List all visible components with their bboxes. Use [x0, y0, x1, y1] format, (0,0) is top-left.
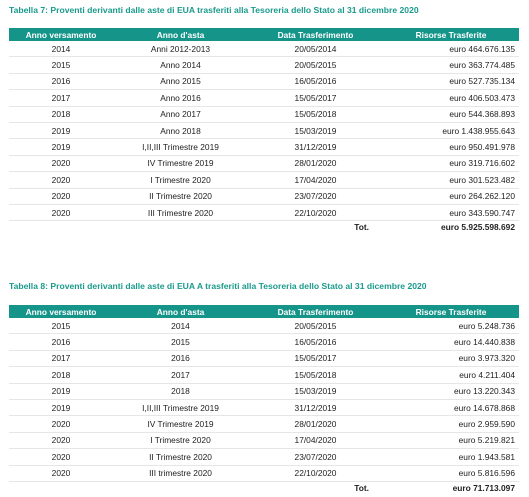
total-spacer — [113, 481, 248, 494]
table-cell: Anno 2017 — [113, 106, 248, 122]
table-7 — [9, 28, 519, 233]
table-cell: 2018 — [9, 106, 113, 122]
table-cell: 2020 — [9, 155, 113, 171]
table-row — [9, 416, 519, 432]
table-7-caption: Tabella 7: Proventi derivanti dalle aste di EUA trasferiti alla Tesoreria dello Stato al 31 dicembre 2020 — [9, 5, 419, 15]
column-header: Data Trasferimento — [248, 305, 383, 318]
table-cell: 28/01/2020 — [248, 155, 383, 171]
table-cell: 2014 — [9, 41, 113, 57]
total-label: Tot. — [248, 221, 383, 234]
table-cell: IV Trimestre 2019 — [113, 416, 248, 432]
table-row — [9, 449, 519, 465]
total-value: euro 71.713.097 — [383, 481, 519, 494]
table-8-caption: Tabella 8: Proventi derivanti dalle aste di EUA A trasferiti alla Tesoreria dello Stato al 31 dicembre 2020 — [9, 281, 427, 291]
table-cell: I,II,III Trimestre 2019 — [113, 399, 248, 415]
column-header: Anno d'asta — [113, 305, 248, 318]
table-cell: 22/10/2020 — [248, 465, 383, 481]
table-cell: 28/01/2020 — [248, 416, 383, 432]
table-header-row — [9, 28, 519, 41]
table-cell: 23/07/2020 — [248, 449, 383, 465]
table-cell: Anno 2014 — [113, 57, 248, 73]
table-cell: 2020 — [9, 416, 113, 432]
table-cell: 2020 — [9, 449, 113, 465]
table-cell: euro 319.716.602 — [383, 155, 519, 171]
table-cell: IV Trimestre 2019 — [113, 155, 248, 171]
table-cell: 20/05/2015 — [248, 57, 383, 73]
total-spacer — [9, 221, 113, 234]
column-header: Risorse Trasferite — [383, 28, 519, 41]
table-cell: euro 3.973.320 — [383, 350, 519, 366]
table-8 — [9, 305, 519, 494]
table-cell: 2016 — [9, 334, 113, 350]
table-8-body — [9, 318, 519, 494]
table-cell: III Trimestre 2020 — [113, 204, 248, 220]
table-row — [9, 432, 519, 448]
table-cell: Anno 2018 — [113, 122, 248, 138]
table-cell: 2020 — [9, 188, 113, 204]
table-header-row — [9, 305, 519, 318]
table-cell: 2018 — [9, 367, 113, 383]
table-cell: euro 1.943.581 — [383, 449, 519, 465]
column-header: Anno d'asta — [113, 28, 248, 41]
table-cell: 31/12/2019 — [248, 139, 383, 155]
table-row — [9, 73, 519, 89]
table-row — [9, 122, 519, 138]
total-row — [9, 221, 519, 234]
table-cell: I Trimestre 2020 — [113, 432, 248, 448]
table-cell: euro 363.774.485 — [383, 57, 519, 73]
table-cell: 17/04/2020 — [248, 432, 383, 448]
table-cell: 15/03/2019 — [248, 383, 383, 399]
table-row — [9, 90, 519, 106]
table-cell: euro 14.440.838 — [383, 334, 519, 350]
table-cell: euro 1.438.955.643 — [383, 122, 519, 138]
table-cell: euro 343.590.747 — [383, 204, 519, 220]
table-cell: euro 406.503.473 — [383, 90, 519, 106]
table-cell: 20/05/2014 — [248, 41, 383, 57]
table-cell: euro 301.523.482 — [383, 172, 519, 188]
table-row — [9, 41, 519, 57]
table-cell: euro 2.959.590 — [383, 416, 519, 432]
table-cell: 2020 — [9, 432, 113, 448]
table-cell: 23/07/2020 — [248, 188, 383, 204]
table-cell: 15/03/2019 — [248, 122, 383, 138]
table-cell: 2019 — [9, 383, 113, 399]
table-cell: 17/04/2020 — [248, 172, 383, 188]
table-7-body — [9, 41, 519, 233]
table-cell: I,II,III Trimestre 2019 — [113, 139, 248, 155]
table-cell: euro 464.676.135 — [383, 41, 519, 57]
total-spacer — [9, 481, 113, 494]
total-value: euro 5.925.598.692 — [383, 221, 519, 234]
table-cell: 2017 — [113, 367, 248, 383]
table-cell: euro 5.219.821 — [383, 432, 519, 448]
table-cell: euro 14.678.868 — [383, 399, 519, 415]
table-cell: euro 5.816.596 — [383, 465, 519, 481]
table-row — [9, 399, 519, 415]
total-spacer — [113, 221, 248, 234]
table-row — [9, 172, 519, 188]
table-cell: euro 13.220.343 — [383, 383, 519, 399]
table-cell: 2014 — [113, 318, 248, 334]
table-cell: 22/10/2020 — [248, 204, 383, 220]
total-label: Tot. — [248, 481, 383, 494]
table-cell: 2018 — [113, 383, 248, 399]
total-row — [9, 481, 519, 494]
table-cell: euro 5.248.736 — [383, 318, 519, 334]
table-row — [9, 106, 519, 122]
table-cell: euro 527.735.134 — [383, 73, 519, 89]
table-cell: 2020 — [9, 172, 113, 188]
table-cell: 16/05/2016 — [248, 334, 383, 350]
table-cell: 2020 — [9, 465, 113, 481]
table-cell: euro 950.491.978 — [383, 139, 519, 155]
table-cell: 2019 — [9, 399, 113, 415]
table-cell: 2017 — [9, 350, 113, 366]
table-cell: 2015 — [9, 57, 113, 73]
column-header: Anno versamento — [9, 28, 113, 41]
table-cell: Anno 2015 — [113, 73, 248, 89]
table-cell: 15/05/2018 — [248, 367, 383, 383]
column-header: Data Trasferimento — [248, 28, 383, 41]
table-cell: 20/05/2015 — [248, 318, 383, 334]
table-cell: 2020 — [9, 204, 113, 220]
table-cell: Anno 2016 — [113, 90, 248, 106]
table-cell: euro 544.368.893 — [383, 106, 519, 122]
table-row — [9, 188, 519, 204]
table-cell: 2016 — [9, 73, 113, 89]
table-cell: II Trimestre 2020 — [113, 188, 248, 204]
table-row — [9, 57, 519, 73]
table-cell: euro 264.262.120 — [383, 188, 519, 204]
table-cell: 2017 — [9, 90, 113, 106]
table-cell: euro 4.211.404 — [383, 367, 519, 383]
table-cell: II Trimestre 2020 — [113, 449, 248, 465]
table-row — [9, 367, 519, 383]
table-cell: 16/05/2016 — [248, 73, 383, 89]
table-cell: 15/05/2017 — [248, 90, 383, 106]
table-cell: 15/05/2018 — [248, 106, 383, 122]
table-cell: 2019 — [9, 122, 113, 138]
table-cell: 2015 — [113, 334, 248, 350]
table-cell: I Trimestre 2020 — [113, 172, 248, 188]
column-header: Anno versamento — [9, 305, 113, 318]
table-cell: Anni 2012-2013 — [113, 41, 248, 57]
table-cell: 15/05/2017 — [248, 350, 383, 366]
table-row — [9, 318, 519, 334]
table-row — [9, 204, 519, 220]
table-row — [9, 350, 519, 366]
table-row — [9, 383, 519, 399]
table-cell: 2015 — [9, 318, 113, 334]
table-cell: III trimestre 2020 — [113, 465, 248, 481]
table-row — [9, 334, 519, 350]
table-row — [9, 465, 519, 481]
table-row — [9, 155, 519, 171]
column-header: Risorse Trasferite — [383, 305, 519, 318]
table-cell: 2019 — [9, 139, 113, 155]
table-row — [9, 139, 519, 155]
table-cell: 2016 — [113, 350, 248, 366]
table-cell: 31/12/2019 — [248, 399, 383, 415]
